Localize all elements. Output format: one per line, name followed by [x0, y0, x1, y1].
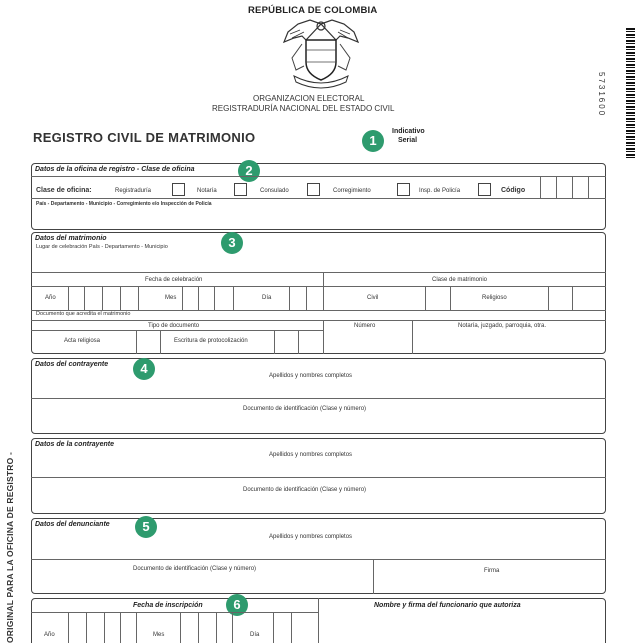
checkbox-registraduria[interactable]: [172, 183, 185, 196]
clase-matrimonio-label: Clase de matrimonio: [432, 277, 488, 283]
contrayente-documento-label: Documento de identificación (Clase y número): [243, 406, 367, 412]
badge-4: 4: [133, 358, 155, 380]
badge-3: 3: [221, 232, 243, 254]
option-corregimiento: Corregimiento: [333, 188, 371, 194]
fecha-celebracion-label: Fecha de celebración: [145, 277, 203, 283]
checkbox-notaria[interactable]: [234, 183, 247, 196]
ano-label: Año: [45, 295, 56, 301]
inscripcion-dia-label: Día: [250, 632, 260, 638]
fecha-inscripcion-title: Fecha de inscripción: [133, 602, 203, 609]
inscripcion-ano-label: Año: [44, 632, 55, 638]
lugar-field[interactable]: [32, 252, 605, 272]
contrayente-apellidos-label: Apellidos y nombres completos: [269, 373, 353, 379]
contrayenta-documento-label: Documento de identificación (Clase y número): [243, 487, 367, 493]
badge-6: 6: [226, 594, 248, 616]
contrayente-nombre-field[interactable]: [32, 380, 605, 398]
serial-number: 5731600: [597, 72, 606, 118]
mes-label: Mes: [165, 295, 177, 301]
dia-label: Día: [262, 295, 272, 301]
contrayenta-documento-field[interactable]: [32, 494, 605, 513]
denunciante-nombre-field[interactable]: [32, 541, 605, 559]
numero-label: Número: [354, 323, 376, 329]
acta-religiosa-label: Acta religiosa: [64, 338, 101, 344]
codigo-label: Código: [501, 187, 526, 194]
serial-label: Serial: [398, 137, 418, 144]
tipo-documento-label: Tipo de documento: [148, 323, 200, 329]
org-line-2: REGISTRADURÍA NACIONAL DEL ESTADO CIVIL: [212, 104, 395, 113]
inscripcion-mes-label: Mes: [153, 632, 165, 638]
form-title: REGISTRO CIVIL DE MATRIMONIO: [33, 130, 256, 145]
matrimonio-title: Datos del matrimonio: [35, 235, 107, 242]
oficina-title: Datos de la oficina de registro - Clase de oficina: [35, 166, 195, 173]
documento-acredita-label: Documento que acredita el matrimonio: [36, 311, 131, 317]
checkbox-corregimiento[interactable]: [397, 183, 410, 196]
firma-label: Firma: [484, 568, 500, 574]
badge-1: 1: [362, 130, 384, 152]
contrayenta-nombre-field[interactable]: [32, 459, 605, 477]
oficina-location-label: País - Departamento - Municipio - Corregimiento e/o Inspección de Policía: [36, 201, 212, 207]
funcionario-field[interactable]: [319, 613, 605, 643]
option-notaria: Notaría: [197, 188, 217, 194]
denunciante-documento-field[interactable]: [32, 573, 372, 593]
checkbox-inspeccion[interactable]: [478, 183, 491, 196]
denunciante-apellidos-label: Apellidos y nombres completos: [269, 534, 353, 540]
notaria-juzgado-label: Notaría, juzgado, parroquia, otra.: [458, 323, 547, 329]
checkbox-consulado[interactable]: [307, 183, 320, 196]
badge-2: 2: [238, 160, 260, 182]
denunciante-documento-label: Documento de identificación (Clase y número): [133, 566, 257, 572]
escritura-label: Escritura de protocolización: [174, 338, 248, 344]
badge-5: 5: [135, 516, 157, 538]
option-registraduria: Registraduría: [115, 188, 152, 194]
option-consulado: Consulado: [260, 188, 289, 194]
contrayenta-apellidos-label: Apellidos y nombres completos: [269, 452, 353, 458]
clase-oficina-label: Clase de oficina:: [36, 187, 92, 194]
indicativo-label: Indicativo: [392, 128, 425, 135]
civil-label: Civil: [367, 295, 379, 301]
contrayenta-title: Datos de la contrayente: [35, 441, 114, 448]
side-label: ORIGINAL PARA LA OFICINA DE REGISTRO -: [5, 452, 15, 643]
coat-of-arms-emblem: [280, 18, 362, 90]
oficina-location-field[interactable]: [32, 209, 605, 229]
contrayente-title: Datos del contrayente: [35, 361, 109, 368]
lugar-label: Lugar de celebración País - Departamento - Municipio: [36, 244, 168, 250]
denunciante-title: Datos del denunciante: [35, 521, 110, 528]
contrayente-documento-field[interactable]: [32, 413, 605, 433]
org-line-1: ORGANIZACION ELECTORAL: [253, 94, 365, 103]
option-inspeccion: Insp. de Policía: [419, 188, 461, 194]
denunciante-firma-field[interactable]: [374, 575, 605, 593]
barcode: [618, 28, 636, 158]
funcionario-title: Nombre y firma del funcionario que autoriza: [374, 602, 521, 609]
religioso-label: Religioso: [482, 295, 507, 301]
country-title: REPÚBLICA DE COLOMBIA: [248, 5, 378, 16]
